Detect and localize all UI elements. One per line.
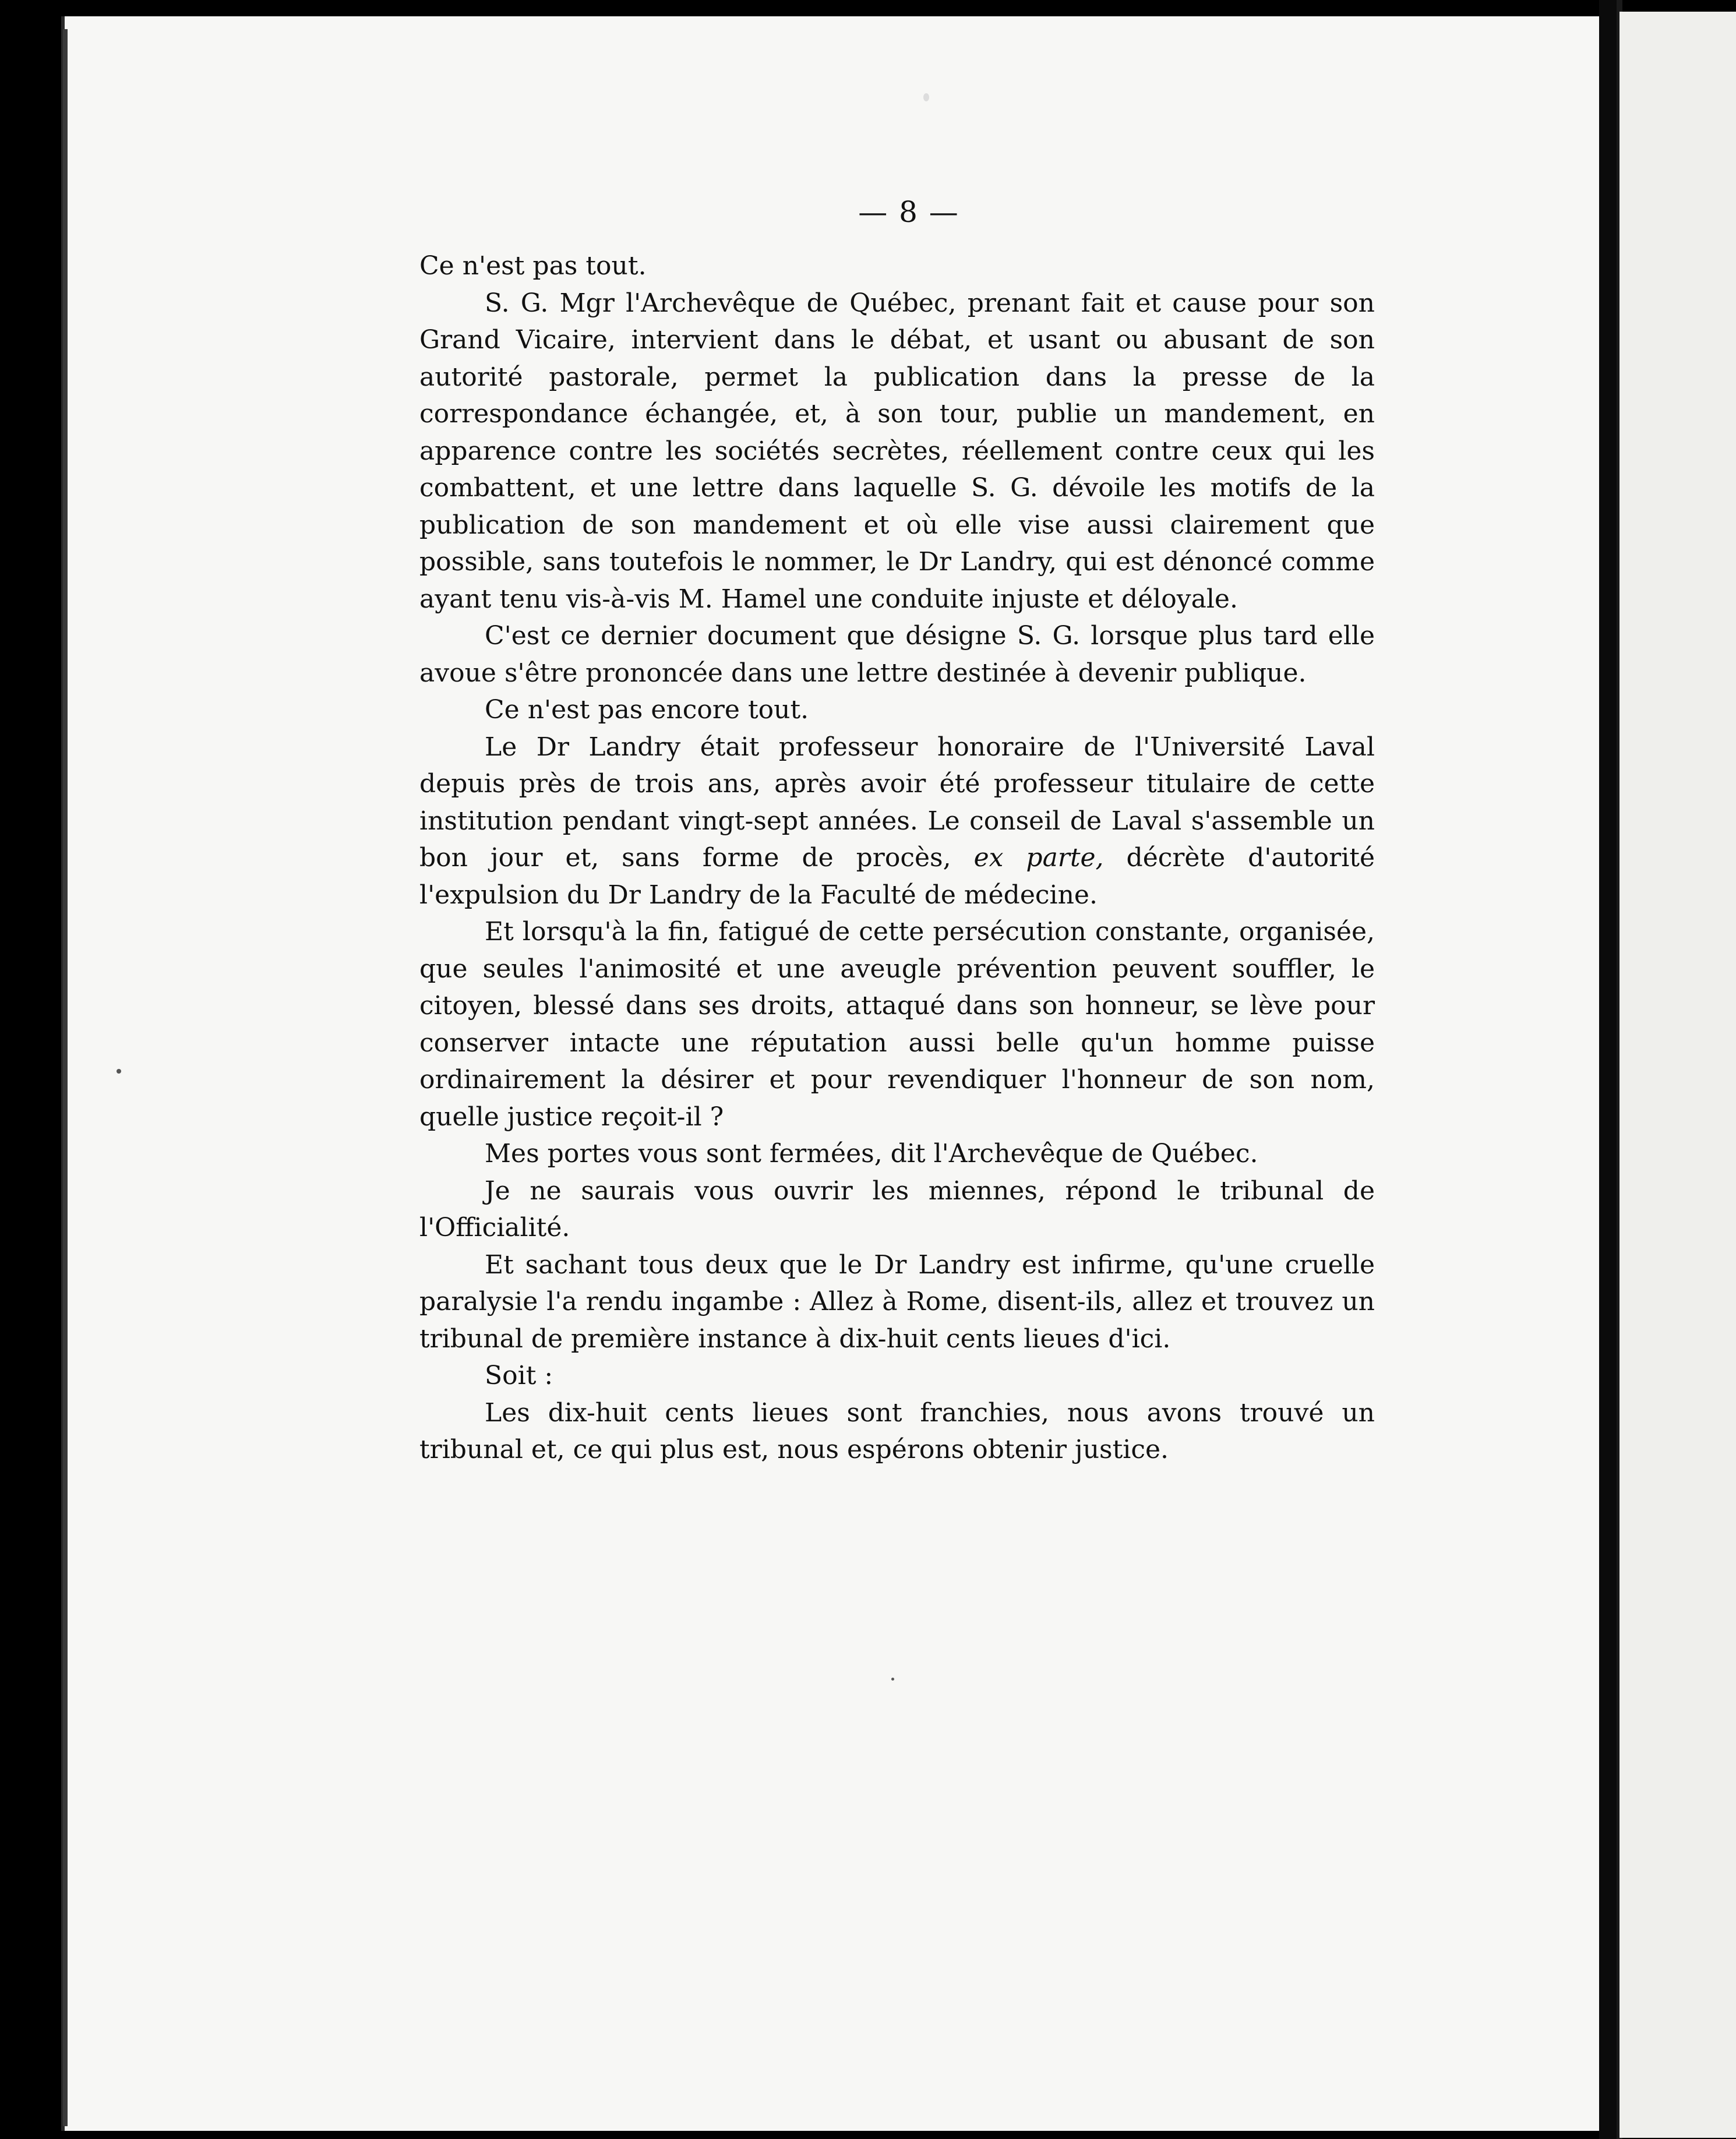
- scan-speck: [117, 1069, 121, 1074]
- body-text: [419, 248, 1375, 1469]
- page-left-edge: [63, 29, 68, 2126]
- page-number: — 8 —: [858, 195, 959, 229]
- scan-speck: [891, 1678, 894, 1681]
- paragraph: Et lorsqu'à la fin, fatigué de cette persécution constante, organisée, que seules l'animosité et une aveugle prévention peuvent souffler, le citoyen, blessé dans ses droits, attaqué dans son honneur, se lève pour conserver intacte une réputation aussi belle qu'un homme puisse ordinairement la désirer et pour revendiquer l'honneur de son nom, quelle justice reçoit-il ?: [419, 917, 1375, 1132]
- paragraph: Soit :: [485, 1361, 553, 1390]
- paragraph: Je ne saurais vous ouvrir les miennes, répond le tribunal de l'Officialité.: [419, 1176, 1375, 1243]
- paragraph: [419, 729, 1375, 914]
- latin-phrase: ex parte,: [973, 843, 1104, 873]
- adjacent-page-strip: [1619, 12, 1736, 2138]
- paragraph: Les dix-huit cents lieues sont franchies, nous avons trouvé un tribunal et, ce qui plus est, nous espérons obtenir justice.: [419, 1397, 1375, 1464]
- paragraph: C'est ce dernier document que désigne S. G. lorsque plus tard elle avoue s'être prononcée dans une lettre destinée à devenir publique.: [419, 621, 1375, 688]
- scan-speck: [923, 93, 929, 101]
- paragraph: Ce n'est pas tout.: [419, 251, 647, 281]
- paragraph-text: Le Dr Landry était professeur honoraire de l'Université Laval depuis près de trois ans, après avoir été professeur titulaire de cette institution pendant vingt-sept années. Le conseil de Laval s'assemble un bon jour et, sans forme de procès,: [419, 732, 1375, 873]
- paragraph-text: décrète d'autorité l'expulsion du Dr Landry de la Faculté de médecine.: [419, 843, 1375, 910]
- paragraph: Mes portes vous sont fermées, dit l'Archevêque de Québec.: [485, 1139, 1258, 1169]
- paragraph: Ce n'est pas encore tout.: [485, 695, 809, 725]
- paragraph: Et sachant tous deux que le Dr Landry est infirme, qu'une cruelle paralysie l'a rendu ingambe : Allez à Rome, disent-ils, allez et trouvez un tribunal de première instance à dix-huit cents lieues d'ici.: [419, 1249, 1375, 1354]
- paragraph: S. G. Mgr l'Archevêque de Québec, prenant fait et cause pour son Grand Vicaire, intervient dans le débat, et usant ou abusant de son autorité pastorale, permet la publication dans la presse de la correspondance échangée, et, à son tour, publie un mandement, en apparence contre les sociétés secrètes, réellement contre ceux qui les combattent, et une lettre dans laquelle S. G. dévoile les motifs de la publication de son mandement et où elle vise aussi clairement que possible, sans toutefois le nommer, le Dr Landry, qui est dénoncé comme ayant tenu vis-à-vis M. Hamel une conduite injuste et déloyale.: [419, 288, 1375, 614]
